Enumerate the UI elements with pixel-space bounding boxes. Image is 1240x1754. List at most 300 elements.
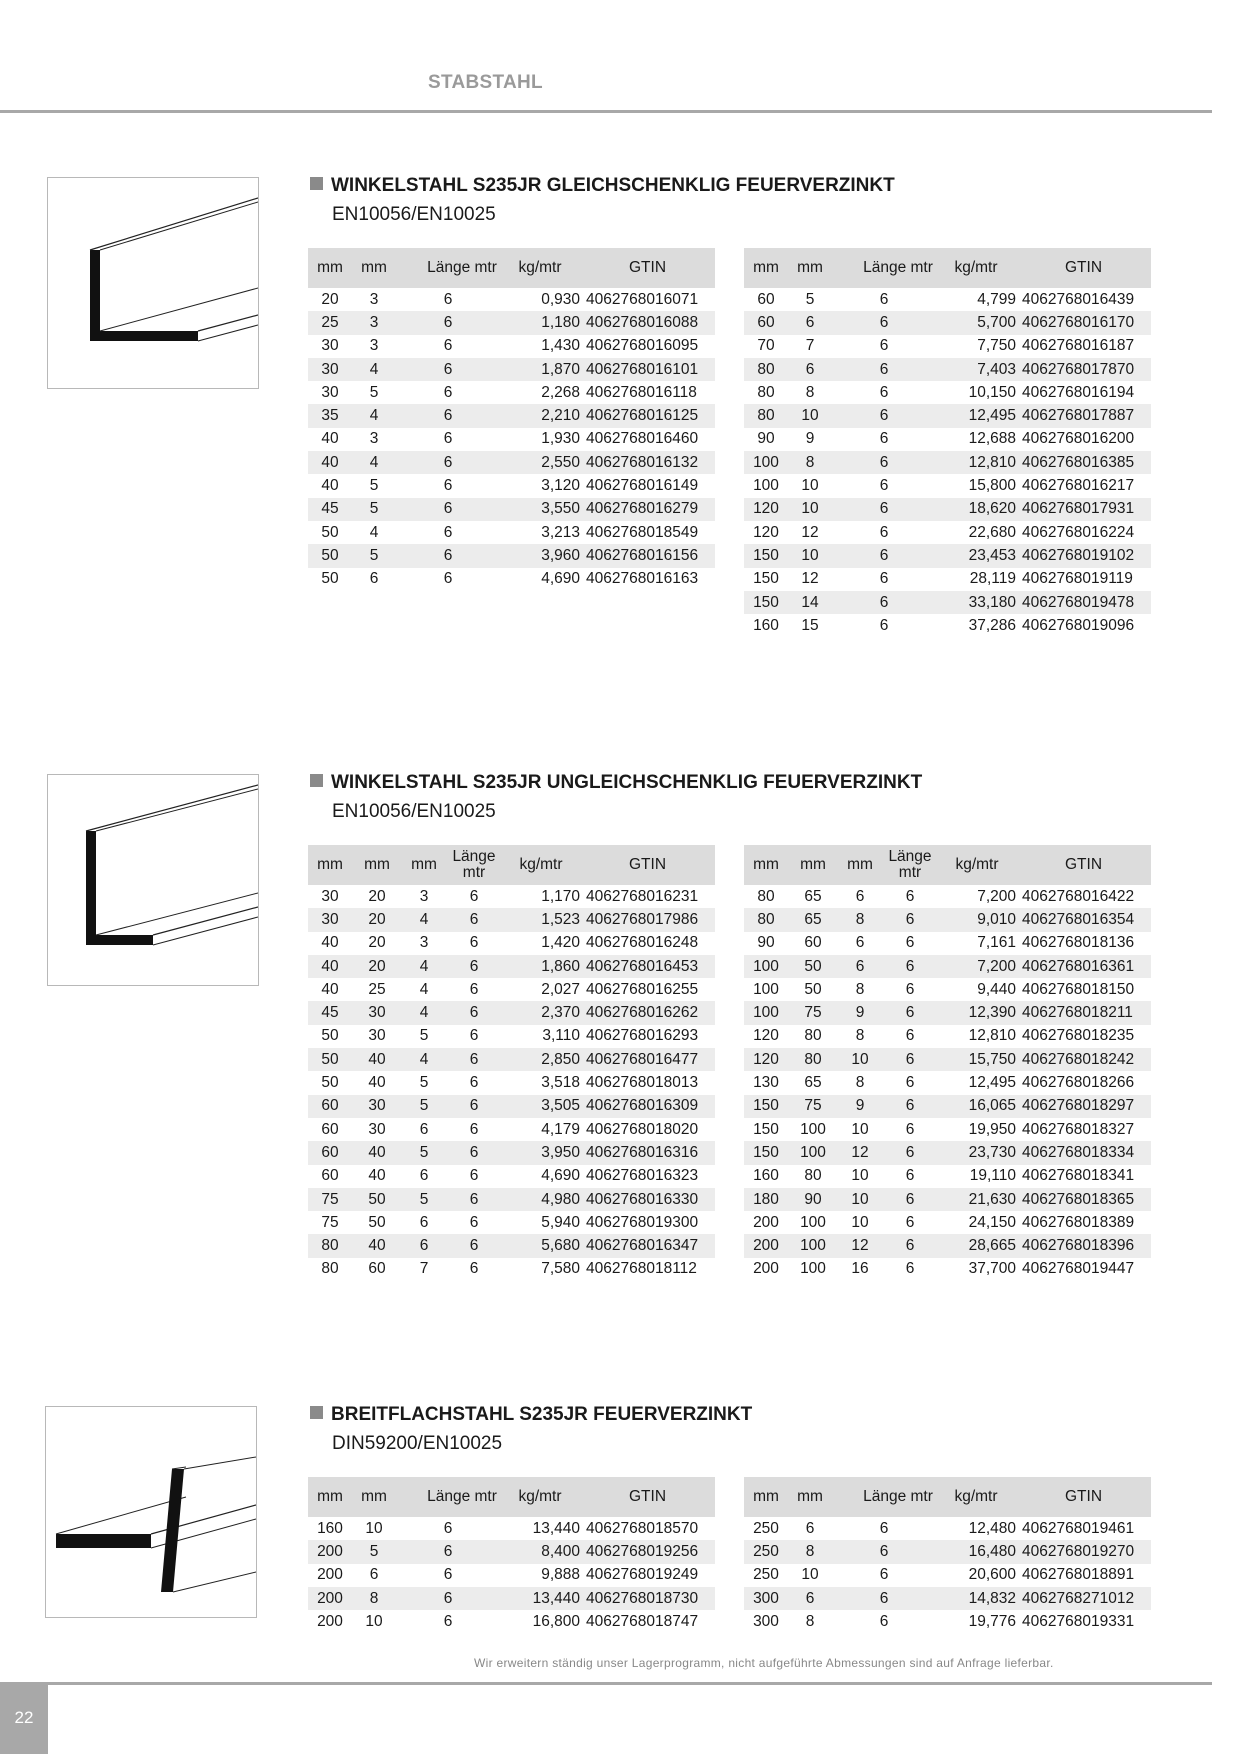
table-cell: 5 [805,290,815,308]
table-cell: 4 [352,451,396,474]
table-row [308,1165,715,1188]
table-cell: 10 [365,1519,383,1537]
table-cell: 6 [443,570,453,588]
table-cell: 6 [879,1566,889,1584]
table-cell: 200 [308,1587,352,1610]
table-row [744,1258,1151,1281]
table-cell: 20 [368,887,386,905]
table-row [308,1048,715,1071]
table-cell: 40 [321,430,339,448]
table-cell: 22,680 [968,523,1016,541]
table-cell: 80 [804,1167,822,1185]
table-cell: 7 [805,337,815,355]
section-norm: EN10056/EN10025 [332,801,496,822]
table-cell: 4062768018334 [1016,1141,1151,1164]
section-title-equal-angle [310,175,895,197]
section-title-text: WINKELSTAHL S235JR GLEICHSCHENKLIG FEUERVERZINKT [331,175,895,196]
table-cell: 6 [832,544,936,567]
table-row [744,955,1151,978]
table-cell: 4062768017986 [580,908,715,931]
col-header: GTIN [1016,1477,1151,1517]
page-header-title: STABSTAHL [428,72,543,93]
table-row [308,451,715,474]
col-header: GTIN [580,1477,715,1517]
section-title-text: BREITFLACHSTAHL S235JR FEUERVERZINKT [331,1404,753,1425]
col-header: kg/mtr [938,845,1016,885]
footnote: Wir erweitern ständig unser Lagerprogramm, nicht aufgeführte Abmessungen sind auf Anfrage lieferbar. [474,1656,1054,1670]
section-norm: DIN59200/EN10025 [332,1433,503,1454]
table-cell: 6 [446,955,502,978]
table-cell: 6 [905,980,915,998]
table-cell: 90 [757,934,775,952]
square-bullet-icon [310,1406,323,1419]
table-cell: 4062768019249 [586,1566,699,1584]
table-cell: 6 [446,908,502,931]
table-cell: 6 [443,337,453,355]
table-cell: 16,065 [938,1095,1016,1118]
table-cell: 6 [905,934,915,952]
equal-angle-illustration [47,177,259,389]
table-cell: 3 [369,290,379,308]
table-row [744,288,1151,311]
table-cell: 6 [396,451,500,474]
table-cell: 4062768018297 [1016,1095,1151,1118]
table-cell: 6 [879,337,889,355]
table-cell: 40 [308,955,352,978]
table-cell: 6 [788,311,832,334]
table-cell: 75 [788,1001,838,1024]
table-cell: 13,440 [500,1587,580,1610]
table-cell: 6 [446,1048,502,1071]
table-cell: 7,200 [977,887,1016,905]
table-flat-bar-left [308,1477,715,1633]
table-cell: 6 [396,1540,500,1563]
square-bullet-icon [310,774,323,787]
table-cell: 100 [800,1213,826,1231]
table-cell: 6 [443,477,453,495]
square-bullet-icon [310,177,323,190]
table-cell: 6 [879,616,889,634]
table-cell: 8 [788,1540,832,1563]
table-cell: 5 [419,1027,429,1045]
table-cell: 100 [800,1120,826,1138]
table-cell: 1,930 [541,430,580,448]
table-cell: 3,505 [502,1095,580,1118]
table-cell: 4062768018235 [1022,1027,1135,1045]
table-cell: 6 [882,908,938,931]
table-cell: 5 [419,1074,429,1092]
table-cell: 200 [753,1260,779,1278]
table-cell: 12,810 [968,1027,1016,1045]
table-cell: 1,860 [502,955,580,978]
table-cell: 40 [321,934,339,952]
col-header: mm [838,845,882,885]
table-cell: 4062768019478 [1016,591,1151,614]
table-cell: 30 [308,358,352,381]
table-row [308,311,715,334]
table-row [308,1234,715,1257]
table-cell: 4062768018891 [1022,1566,1135,1584]
table-cell: 23,730 [938,1141,1016,1164]
table-cell: 4062768019270 [1016,1540,1151,1563]
table-cell: 15,800 [968,477,1016,495]
table-cell: 13,440 [532,1519,580,1537]
table-cell: 4062768016125 [580,404,715,427]
table-cell: 4,799 [977,290,1016,308]
table-cell: 21,630 [938,1188,1016,1211]
table-cell: 4062768016309 [580,1095,715,1118]
table-cell: 50 [788,955,838,978]
col-header: mm [308,845,352,885]
table-cell: 6 [832,591,936,614]
table-cell: 2,027 [541,980,580,998]
col-header: Länge mtr [832,1477,936,1517]
table-cell: 6 [905,1027,915,1045]
table-cell: 6 [905,1260,915,1278]
table-cell: 4062768016347 [580,1234,715,1257]
table-cell: 80 [308,1234,352,1257]
col-header: mm [352,1477,396,1517]
table-cell: 4062768016361 [1016,955,1151,978]
table-cell: 6 [396,358,500,381]
table-cell: 60 [321,1120,339,1138]
table-cell: 200 [308,1540,352,1563]
table-cell: 100 [744,1001,788,1024]
col-header: Länge mtr [396,1477,500,1517]
table-cell: 130 [753,1074,779,1092]
table-cell: 4062768019447 [1022,1260,1135,1278]
table-cell: 4062768271012 [1016,1587,1151,1610]
table-cell: 19,110 [969,1167,1016,1185]
table-cell: 8 [838,908,882,931]
table-cell: 150 [744,1095,788,1118]
table-cell: 6 [832,498,936,521]
table-cell: 50 [321,523,339,541]
table-row [308,908,715,931]
table-cell: 40 [368,1167,386,1185]
table-cell: 65 [804,887,822,905]
table-cell: 7,200 [938,955,1016,978]
table-cell: 1,180 [500,311,580,334]
table-cell: 100 [744,451,788,474]
table-row [308,978,715,1001]
table-cell: 4062768016224 [1022,523,1135,541]
table-cell: 80 [788,1048,838,1071]
table-cell: 6 [832,1587,936,1610]
table-cell: 25 [308,311,352,334]
table-cell: 5 [369,477,379,495]
table-cell: 60 [744,311,788,334]
table-cell: 1,430 [541,337,580,355]
table-unequal-angle-right [744,845,1151,1281]
table-cell: 9 [805,430,815,448]
table-cell: 6 [446,1001,502,1024]
unequal-angle-illustration [47,774,259,986]
table-cell: 4062768016279 [580,498,715,521]
table-cell: 4062768018150 [1022,980,1135,998]
table-cell: 4062768016088 [580,311,715,334]
table-cell: 160 [753,616,779,634]
table-cell: 4062768019096 [1022,616,1135,634]
table-cell: 40 [352,1141,402,1164]
col-header: mm [788,1477,832,1517]
table-cell: 15,750 [938,1048,1016,1071]
table-row [744,1188,1151,1211]
table-row [744,978,1151,1001]
table-equal-angle-left [308,248,715,591]
col-header: mm [402,845,446,885]
table-cell: 80 [804,1027,822,1045]
table-cell: 23,453 [936,544,1016,567]
table-cell: 20 [352,908,402,931]
table-cell: 4062768018266 [1022,1074,1135,1092]
table-row [744,1071,1151,1094]
table-cell: 40 [352,1234,402,1257]
table-cell: 6 [396,1587,500,1610]
table-cell: 30 [368,1120,386,1138]
table-cell: 10 [851,1167,869,1185]
table-cell: 6 [443,1519,453,1537]
table-cell: 10 [788,498,832,521]
table-cell: 180 [744,1188,788,1211]
table-equal-angle-right [744,248,1151,637]
table-row [744,1165,1151,1188]
table-cell: 6 [788,1587,832,1610]
col-header: mm [352,845,402,885]
table-cell: 12,390 [938,1001,1016,1024]
table-cell: 10 [851,1213,869,1231]
table-cell: 50 [368,1213,386,1231]
table-row [744,335,1151,358]
table-cell: 30 [352,1095,402,1118]
table-cell: 4062768016156 [580,544,715,567]
col-header: mm [308,1477,352,1517]
table-row [744,358,1151,381]
table-cell: 6 [419,1167,429,1185]
col-header: mm [744,1477,788,1517]
table-cell: 19,950 [968,1120,1016,1138]
table-cell: 4062768018570 [586,1519,699,1537]
table-cell: 50 [308,544,352,567]
table-row [744,1048,1151,1071]
table-cell: 9,010 [938,908,1016,931]
table-cell: 250 [753,1566,779,1584]
table-cell: 6 [905,1120,915,1138]
col-header: kg/mtr [500,248,580,288]
table-cell: 10 [838,1048,882,1071]
table-cell: 6 [443,430,453,448]
table-cell: 70 [757,337,775,355]
table-cell: 6 [879,570,889,588]
table-cell: 20 [368,934,386,952]
table-cell: 50 [804,980,822,998]
table-row [308,1118,715,1141]
table-cell: 6 [832,358,936,381]
table-cell: 4062768016262 [580,1001,715,1024]
page-number: 22 [0,1682,48,1754]
table-row [744,381,1151,404]
table-cell: 6 [446,1234,502,1257]
table-cell: 50 [321,1074,339,1092]
table-cell: 6 [788,358,832,381]
table-cell: 75 [788,1095,838,1118]
table-row [744,1211,1151,1234]
table-cell: 30 [368,1027,386,1045]
table-cell: 6 [879,1519,889,1537]
table-cell: 8 [352,1587,396,1610]
table-row [308,1071,715,1094]
table-cell: 50 [321,1027,339,1045]
table-cell: 12,495 [936,404,1016,427]
table-row [308,1001,715,1024]
table-cell: 1,420 [541,934,580,952]
table-cell: 10 [365,1612,383,1630]
table-cell: 12 [838,1141,882,1164]
table-cell: 6 [396,404,500,427]
table-cell: 6 [882,1048,938,1071]
table-cell: 6 [882,1095,938,1118]
table-cell: 4062768018211 [1016,1001,1151,1024]
table-cell: 2,210 [500,404,580,427]
table-cell: 4062768016163 [586,570,699,588]
section-title-text: WINKELSTAHL S235JR UNGLEICHSCHENKLIG FEUERVERZINKT [331,772,923,793]
table-cell: 19,776 [968,1612,1016,1630]
table-cell: 9 [838,1001,882,1024]
table-cell: 250 [744,1540,788,1563]
table-cell: 5 [352,498,396,521]
table-cell: 100 [753,980,779,998]
table-row [308,1517,715,1540]
table-cell: 6 [879,430,889,448]
table-cell: 4062768019119 [1022,570,1133,588]
table-cell: 75 [308,1188,352,1211]
table-cell: 12,480 [968,1519,1016,1537]
table-cell: 6 [882,1001,938,1024]
table-cell: 4062768016460 [586,430,699,448]
table-cell: 150 [753,570,779,588]
col-header: Länge mtr [882,845,938,885]
table-cell: 4062768018327 [1022,1120,1135,1138]
table-row [308,1540,715,1563]
table-cell: 33,180 [936,591,1016,614]
table-cell: 10 [801,1566,819,1584]
table-row [308,932,715,955]
table-row [744,474,1151,497]
table-cell: 4062768017870 [1016,358,1151,381]
table-row [308,1211,715,1234]
table-row [308,1587,715,1610]
table-cell: 150 [753,1120,779,1138]
table-cell: 4062768016453 [580,955,715,978]
table-cell: 4 [402,908,446,931]
table-cell: 5 [369,383,379,401]
table-cell: 60 [368,1260,386,1278]
table-cell: 4,980 [502,1188,580,1211]
table-cell: 37,700 [968,1260,1016,1278]
table-cell: 6 [396,544,500,567]
table-cell: 6 [396,311,500,334]
table-cell: 6 [369,570,379,588]
table-cell: 3 [352,311,396,334]
table-cell: 6 [443,290,453,308]
table-cell: 3 [419,934,429,952]
table-cell: 150 [744,544,788,567]
table-cell: 4062768016118 [586,383,697,401]
table-cell: 6 [469,887,479,905]
table-cell: 5 [352,544,396,567]
flat-bar-illustration [45,1406,257,1618]
table-cell: 15 [801,616,819,634]
table-cell: 3,550 [500,498,580,521]
table-cell: 80 [744,358,788,381]
table-cell: 10 [851,1120,869,1138]
col-header: GTIN [580,845,715,885]
table-cell: 6 [905,1167,915,1185]
table-cell: 8 [855,980,865,998]
table-cell: 150 [744,1141,788,1164]
table-cell: 8 [855,1027,865,1045]
table-cell: 12 [801,570,819,588]
table-cell: 8 [855,1074,865,1092]
table-cell: 4 [402,955,446,978]
table-cell: 4062768018730 [580,1587,715,1610]
table-cell: 5,700 [936,311,1016,334]
table-cell: 4 [369,523,379,541]
table-cell: 10 [801,477,819,495]
table-cell: 8 [805,383,815,401]
table-cell: 16 [851,1260,869,1278]
table-cell: 4,690 [541,1167,580,1185]
table-cell: 4062768016255 [586,980,699,998]
table-row [744,1118,1151,1141]
table-cell: 3,950 [502,1141,580,1164]
table-cell: 80 [321,1260,339,1278]
table-row [744,1095,1151,1118]
table-cell: 3 [369,337,379,355]
table-cell: 6 [855,934,865,952]
col-header: mm [352,248,396,288]
table-cell: 4062768016316 [580,1141,715,1164]
table-cell: 100 [800,1260,826,1278]
table-cell: 6 [838,955,882,978]
table-cell: 4062768016293 [586,1027,699,1045]
table-cell: 7 [419,1260,429,1278]
table-cell: 65 [788,908,838,931]
table-cell: 6 [446,1188,502,1211]
table-cell: 35 [308,404,352,427]
table-cell: 4,690 [541,570,580,588]
table-cell: 4062768016194 [1022,383,1135,401]
table-cell: 30 [321,337,339,355]
table-cell: 5,940 [541,1213,580,1231]
table-cell: 6 [443,523,453,541]
table-cell: 45 [308,1001,352,1024]
table-cell: 200 [753,1213,779,1231]
table-cell: 6 [446,1095,502,1118]
table-cell: 6 [443,1566,453,1584]
table-cell: 3,110 [542,1027,580,1045]
table-cell: 6 [419,1120,429,1138]
table-cell: 30 [308,908,352,931]
table-cell: 16,480 [936,1540,1016,1563]
table-cell: 10 [788,404,832,427]
col-header: GTIN [1016,845,1151,885]
table-cell: 65 [804,1074,822,1092]
table-cell: 37,286 [968,616,1016,634]
table-cell: 1,170 [541,887,580,905]
table-cell: 200 [317,1612,343,1630]
table-cell: 12 [838,1234,882,1257]
